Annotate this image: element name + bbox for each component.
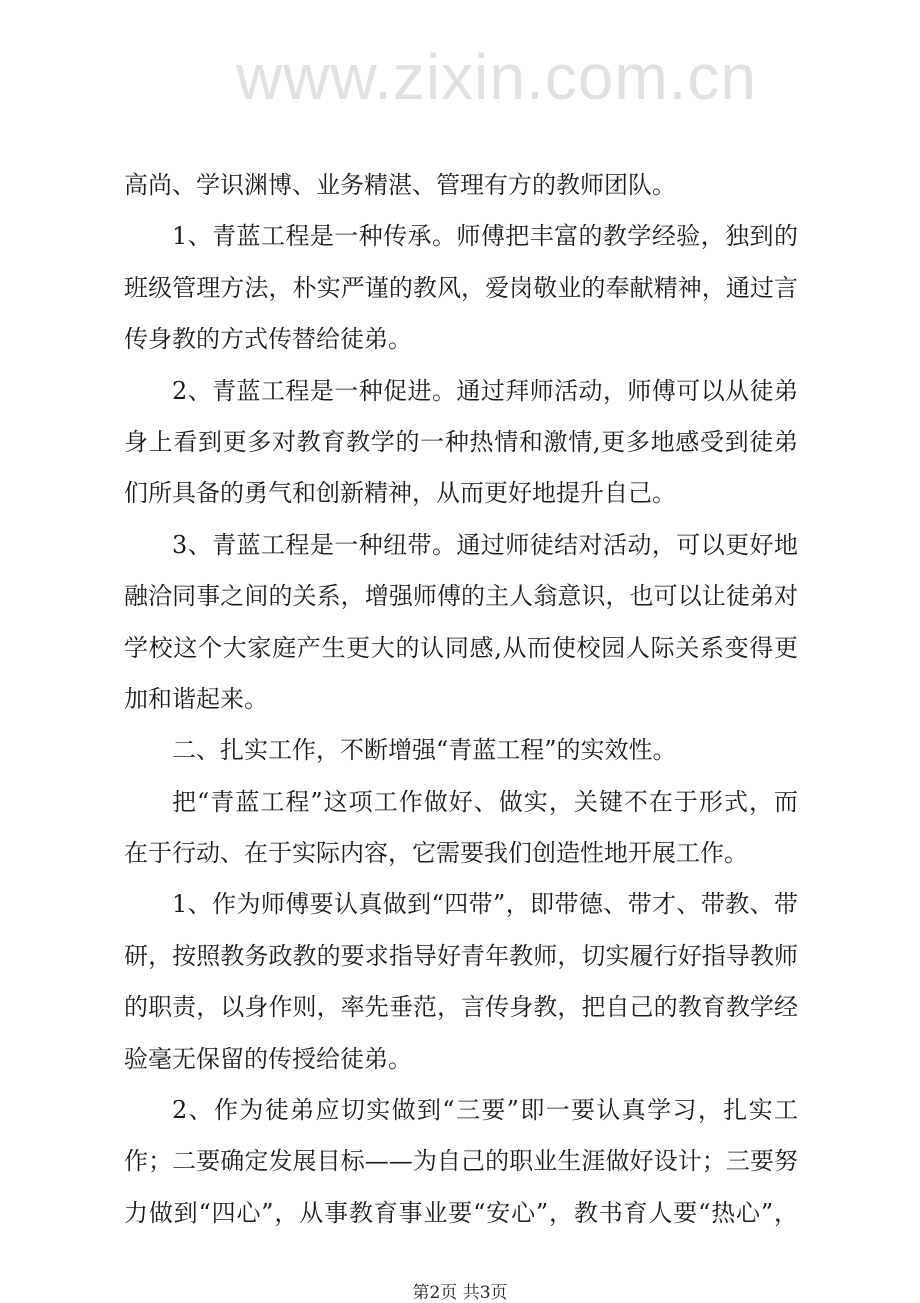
paragraph xyxy=(124,731,798,782)
text-line: 班级管理方法，朴实严谨的教风，爱岗敬业的奉献精神，通过言 xyxy=(124,273,798,302)
text-line: 力做到“四心”，从事教育事业要“安心”，教书育人要“热心”， xyxy=(124,1198,798,1227)
text-line: 2、作为徒弟应切实做到“三要”即一要认真学习，扎实工 xyxy=(172,1096,798,1125)
text-line: 作；二要确定发展目标——为自己的职业生涯做好设计；三要努 xyxy=(124,1147,798,1176)
paragraph xyxy=(124,783,798,886)
text-line: 加和谐起来。 xyxy=(124,684,268,713)
text-line: 传身教的方式传替给徒弟。 xyxy=(124,325,412,354)
text-line: 融洽同事之间的关系，增强师傅的主人翁意识，也可以让徒弟对 xyxy=(124,582,798,611)
text-line: 验毫无保留的传授给徒弟。 xyxy=(124,1044,412,1073)
watermark: www.zixin.com.cn xyxy=(236,41,757,113)
paragraph xyxy=(124,1091,798,1245)
paragraph xyxy=(124,885,798,1091)
text-line: 研，按照教务政教的要求指导好青年教师，切实履行好指导教师 xyxy=(124,941,798,970)
text-line: 把“青蓝工程”这项工作做好、做实，关键不在于形式，而 xyxy=(172,787,798,816)
text-line: 1、青蓝工程是一种传承。师傅把丰富的教学经验，独到的 xyxy=(172,222,798,251)
text-line: 1、作为师傅要认真做到“四带”，即带德、带才、带教、带 xyxy=(172,890,798,919)
text-line: 的职责，以身作则，率先垂范，言传身教，把自己的教育教学经 xyxy=(124,993,798,1022)
page-footer: 第2页 共3页 xyxy=(412,1283,508,1303)
text-line: 3、青蓝工程是一种纽带。通过师徒结对活动，可以更好地 xyxy=(172,530,798,559)
text-line: 高尚、学识渊博、业务精湛、管理有方的教师团队。 xyxy=(124,171,676,199)
paragraph xyxy=(124,372,798,526)
paragraph xyxy=(124,526,798,732)
text-line: 身上看到更多对教育教学的一种热情和激情,更多地感受到徒弟 xyxy=(124,427,798,456)
document-body xyxy=(124,166,798,1245)
text-line: 学校这个大家庭产生更大的认同感,从而使校园人际关系变得更 xyxy=(124,633,798,662)
text-line: 二、扎实工作，不断增强“青蓝工程”的实效性。 xyxy=(172,736,677,765)
paragraph xyxy=(124,166,798,217)
text-line: 在于行动、在于实际内容，它需要我们创造性地开展工作。 xyxy=(124,839,748,868)
text-line: 2、青蓝工程是一种促进。通过拜师活动，师傅可以从徒弟 xyxy=(172,376,798,405)
paragraph xyxy=(124,217,798,371)
text-line: 们所具备的勇气和创新精神，从而更好地提升自己。 xyxy=(124,479,676,508)
